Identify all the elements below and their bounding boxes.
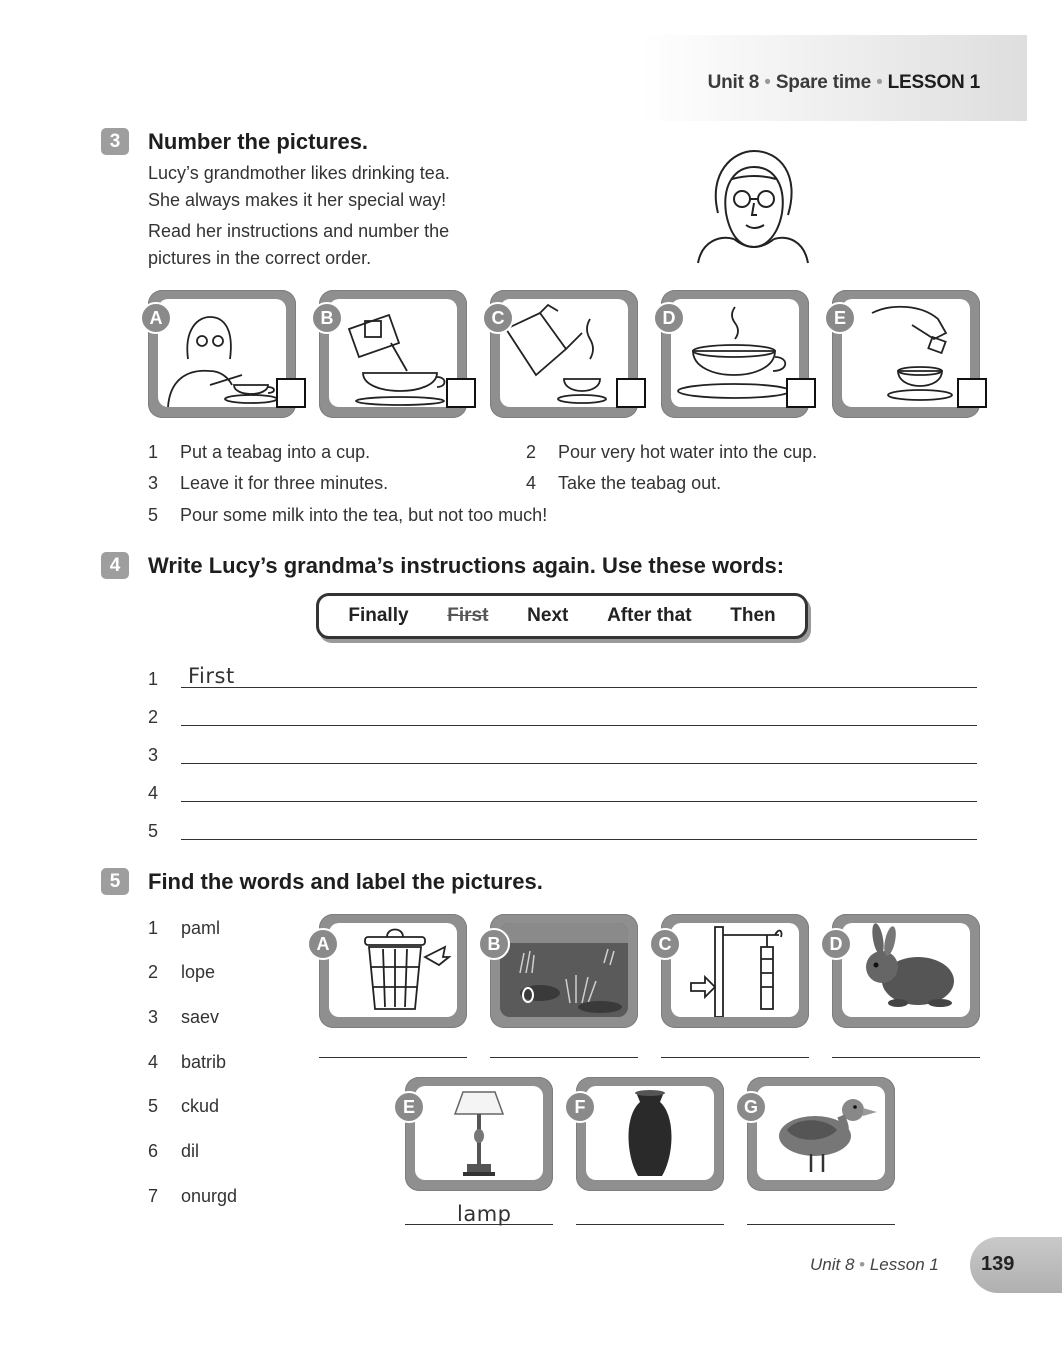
instruction-4: 4 Take the teabag out. (526, 473, 722, 493)
exercise-3-title: Number the pictures. (148, 129, 369, 154)
page-header (708, 72, 980, 94)
header-unit: Unit 8 (707, 72, 760, 93)
exercise-5-title: Find the words and label the pictures. (148, 869, 543, 894)
word-first: First (447, 605, 489, 626)
scrambled-word-4: 4 batrib (148, 1052, 227, 1072)
answer-line-3[interactable] (181, 763, 977, 764)
duck-icon (757, 1086, 885, 1180)
word-bank (316, 593, 808, 639)
answer-line-number-3: 3 (148, 745, 159, 765)
tea-picture-b (319, 290, 467, 418)
scrambled-word-2: 2 lope (148, 962, 216, 982)
scrambled-word-6: 6 dil (148, 1141, 200, 1161)
label-picture-a-badge: A (307, 928, 339, 960)
exercise-4-badge: 4 (101, 552, 129, 579)
answer-line-1[interactable] (181, 687, 977, 688)
answer-line-number-5: 5 (148, 821, 159, 841)
answer-line-1-text: First (188, 664, 235, 688)
label-picture-g (747, 1077, 895, 1191)
footer-lesson: Lesson 1 (869, 1255, 939, 1274)
label-picture-b (490, 914, 638, 1028)
instruction-2: 2 Pour very hot water into the cup. (526, 442, 818, 462)
label-line-d[interactable] (832, 1057, 980, 1058)
label-line-c[interactable] (661, 1057, 809, 1058)
answer-line-number-1: 1 (148, 669, 159, 689)
label-picture-b-badge: B (478, 928, 510, 960)
page-number: 139 (981, 1253, 1015, 1275)
label-line-a[interactable] (319, 1057, 467, 1058)
answer-line-number-2: 2 (148, 707, 159, 727)
answer-line-number-4: 4 (148, 783, 159, 803)
label-picture-a (319, 914, 467, 1028)
bin-lid-icon (329, 923, 457, 1017)
header-topic: Spare time (775, 72, 871, 93)
label-picture-e-badge: E (393, 1091, 425, 1123)
footer-unit: Unit 8 (810, 1255, 855, 1274)
exercise-3-intro-line-2: She always makes it her special way! (148, 190, 447, 210)
scrambled-word-7: 7 onurgd (148, 1186, 238, 1206)
picture-b-badge: B (311, 302, 343, 334)
exercise-3-badge: 3 (101, 128, 129, 155)
scrambled-word-5: 5 ckud (148, 1096, 220, 1116)
number-answer-box-b[interactable] (446, 378, 476, 408)
instruction-5: 5 Pour some milk into the tea, but not too much! (148, 505, 548, 525)
answer-line-2[interactable] (181, 725, 977, 726)
lamp-icon (415, 1086, 543, 1180)
vase-icon (586, 1086, 714, 1180)
scrambled-word-3: 3 saev (148, 1007, 220, 1027)
label-picture-g-badge: G (735, 1091, 767, 1123)
label-picture-d (832, 914, 980, 1028)
picture-a-badge: A (140, 302, 172, 334)
page-footer (810, 1255, 939, 1275)
number-answer-box-a[interactable] (276, 378, 306, 408)
label-picture-c-badge: C (649, 928, 681, 960)
exercise-3-intro-line-1: Lucy’s grandmother likes drinking tea. (148, 163, 450, 183)
exercise-3-intro-line-4: pictures in the correct order. (148, 248, 372, 268)
exercise-3-intro-line-3: Read her instructions and number the (148, 221, 450, 241)
pole-icon (671, 923, 799, 1017)
word-finally: Finally (348, 605, 409, 626)
picture-d-badge: D (653, 302, 685, 334)
grandma-portrait-icon (688, 143, 818, 265)
picture-e-badge: E (824, 302, 856, 334)
teabag-into-cup-icon (842, 299, 970, 407)
label-picture-c (661, 914, 809, 1028)
header-separator-2: • (876, 72, 883, 93)
instruction-1: 1 Put a teabag into a cup. (148, 442, 371, 462)
answer-line-4[interactable] (181, 801, 977, 802)
answer-line-5[interactable] (181, 839, 977, 840)
label-line-e-text: lamp (457, 1202, 512, 1226)
word-next: Next (527, 605, 569, 626)
header-lesson: LESSON 1 (887, 72, 980, 93)
word-then: Then (730, 605, 776, 626)
number-answer-box-d[interactable] (786, 378, 816, 408)
rabbit-icon (842, 923, 970, 1017)
number-answer-box-c[interactable] (616, 378, 646, 408)
label-line-f[interactable] (576, 1224, 724, 1225)
exercise-5-badge: 5 (101, 868, 129, 895)
word-after-that: After that (607, 605, 692, 626)
label-picture-f (576, 1077, 724, 1191)
instruction-3: 3 Leave it for three minutes. (148, 473, 389, 493)
header-separator: • (764, 72, 771, 93)
scrambled-word-1: 1 paml (148, 918, 221, 938)
kettle-pouring-icon (500, 299, 628, 407)
footer-separator: • (859, 1255, 866, 1274)
steaming-cup-icon (671, 299, 799, 407)
label-picture-f-badge: F (564, 1091, 596, 1123)
label-picture-d-badge: D (820, 928, 852, 960)
label-line-b[interactable] (490, 1057, 638, 1058)
milk-pouring-icon (329, 299, 457, 407)
label-picture-e (405, 1077, 553, 1191)
number-answer-box-e[interactable] (957, 378, 987, 408)
exercise-4-title: Write Lucy’s grandma’s instructions again. Use these words: (148, 553, 785, 578)
ground-icon (500, 923, 628, 1017)
tea-picture-a (148, 290, 296, 418)
grandma-stirring-tea-icon (158, 299, 286, 407)
label-line-g[interactable] (747, 1224, 895, 1225)
picture-c-badge: C (482, 302, 514, 334)
